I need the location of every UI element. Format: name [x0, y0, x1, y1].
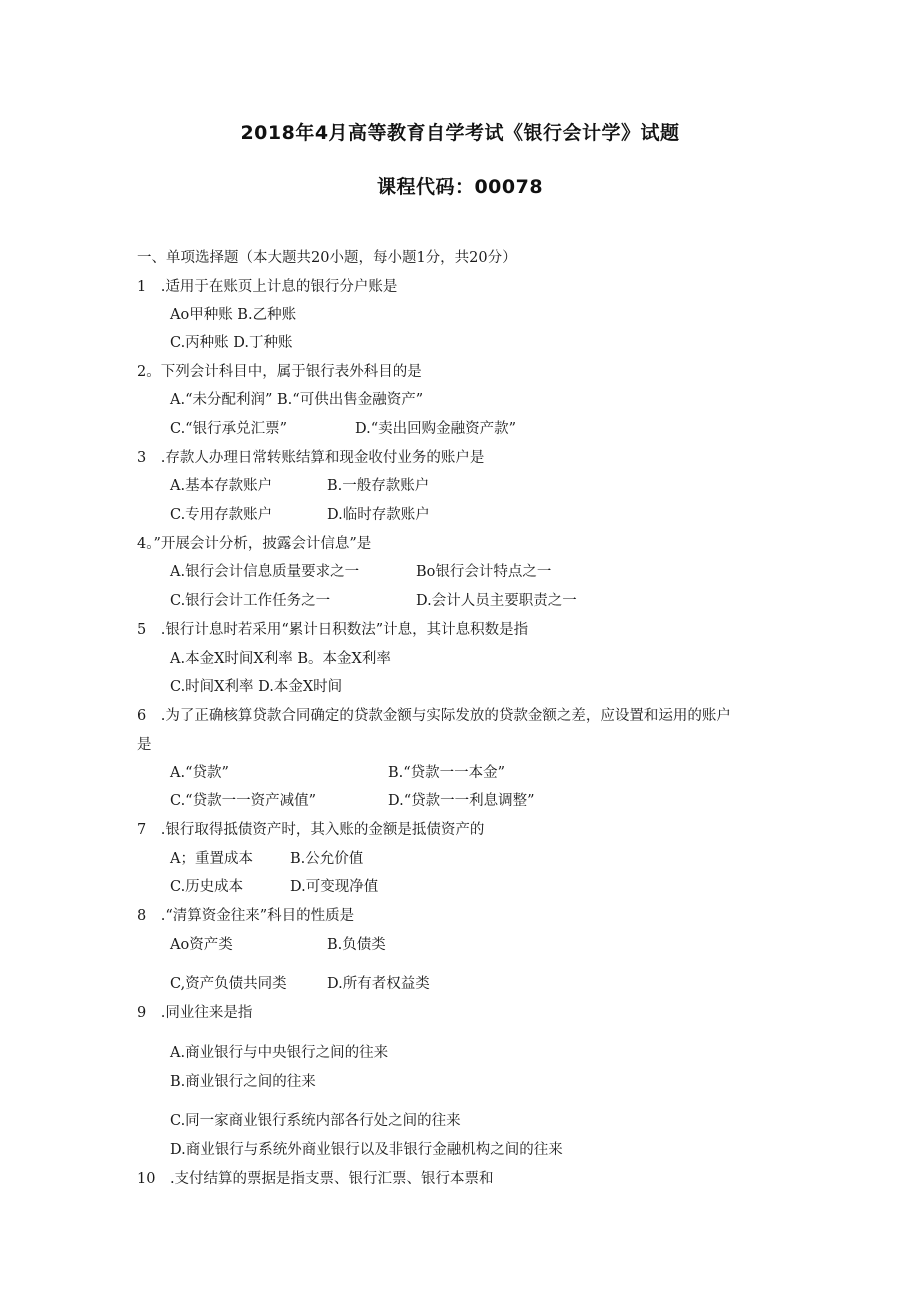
question-8-option-d: D.所有者权益类 — [327, 976, 430, 992]
question-7-option-c: C.历史成本 — [170, 879, 244, 895]
question-9-stem: 9 .同业往来是指 — [137, 1005, 253, 1021]
section-heading: 一、单项选择题（本大题共20小题，每小题1分，共20分） — [137, 250, 517, 266]
question-6-option-d: D.“贷款一一利息调整” — [388, 793, 535, 809]
question-2-option-c: C.“银行承兑汇票” — [170, 421, 288, 437]
question-6-stem: 6 .为了正确核算贷款合同确定的贷款金额与实际发放的贷款金额之差，应设置和运用的账户 — [137, 708, 731, 724]
question-7-option-d: D.可变现净值 — [290, 879, 379, 895]
question-4-option-c: C.银行会计工作任务之一 — [170, 593, 331, 609]
question-4-option-a: A.银行会计信息质量要求之一 — [170, 564, 360, 580]
question-3-option-d: D.临时存款账户 — [327, 507, 430, 523]
question-2-options-ab: A.“未分配利润” B.“可供出售金融资产” — [170, 392, 424, 408]
question-8-option-c: C,资产负债共同类 — [170, 976, 287, 992]
question-8-option-a: Ao资产类 — [170, 937, 233, 953]
question-2-option-d: D.“卖出回购金融资产款” — [355, 421, 517, 437]
question-4-stem: 4。”开展会计分析，披露会计信息”是 — [137, 536, 372, 552]
question-6-option-a: A.“贷款” — [170, 765, 229, 781]
question-2-stem: 2。下列会计科目中，属于银行表外科目的是 — [137, 364, 422, 380]
question-3-option-a: A.基本存款账户 — [170, 478, 273, 494]
question-7-option-a: A；重置成本 — [170, 851, 253, 867]
question-6-option-b: B.“贷款一一本金” — [388, 765, 506, 781]
question-9-option-c: C.同一家商业银行系统内部各行处之间的往来 — [170, 1113, 461, 1129]
exam-title: 2018年4月高等教育自学考试《银行会计学》试题 — [240, 122, 680, 144]
question-4-option-b: Bo银行会计特点之一 — [416, 564, 552, 580]
question-9-option-b: B.商业银行之间的往来 — [170, 1074, 316, 1090]
question-4-option-d: D.会计人员主要职责之一 — [416, 593, 577, 609]
question-10-stem: 10 .支付结算的票据是指支票、银行汇票、银行本票和 — [137, 1171, 494, 1187]
question-1-stem: 1 .适用于在账页上计息的银行分户账是 — [137, 279, 398, 295]
question-5-stem: 5 .银行计息时若采用“累计日积数法”计息，其计息积数是指 — [137, 622, 529, 638]
question-3-option-b: B.一般存款账户 — [327, 478, 430, 494]
question-3-stem: 3 .存款人办理日常转账结算和现金收付业务的账户是 — [137, 450, 485, 466]
question-5-options-ab: A.本金X时间X利率 B。本金X利率 — [170, 651, 391, 667]
question-9-option-d: D.商业银行与系统外商业银行以及非银行金融机构之间的往来 — [170, 1142, 563, 1158]
question-8-option-b: B.负债类 — [327, 937, 386, 953]
question-7-stem: 7 .银行取得抵债资产时，其入账的金额是抵债资产的 — [137, 822, 485, 838]
course-code: 课程代码：00078 — [376, 176, 544, 198]
question-5-options-cd: C.时间X利率 D.本金X时间 — [170, 679, 343, 695]
question-3-option-c: C.专用存款账户 — [170, 507, 273, 523]
question-6-option-c: C.“贷款一一资产减值” — [170, 793, 317, 809]
question-6-stem-cont: 是 — [137, 737, 152, 753]
question-9-option-a: A.商业银行与中央银行之间的往来 — [170, 1045, 389, 1061]
question-7-option-b: B.公允价值 — [290, 851, 364, 867]
question-8-stem: 8 .“清算资金往来”科目的性质是 — [137, 908, 355, 924]
question-1-options-cd: C.丙种账 D.丁种账 — [170, 335, 293, 351]
question-1-options-ab: Ao甲种账 B.乙种账 — [170, 307, 297, 323]
